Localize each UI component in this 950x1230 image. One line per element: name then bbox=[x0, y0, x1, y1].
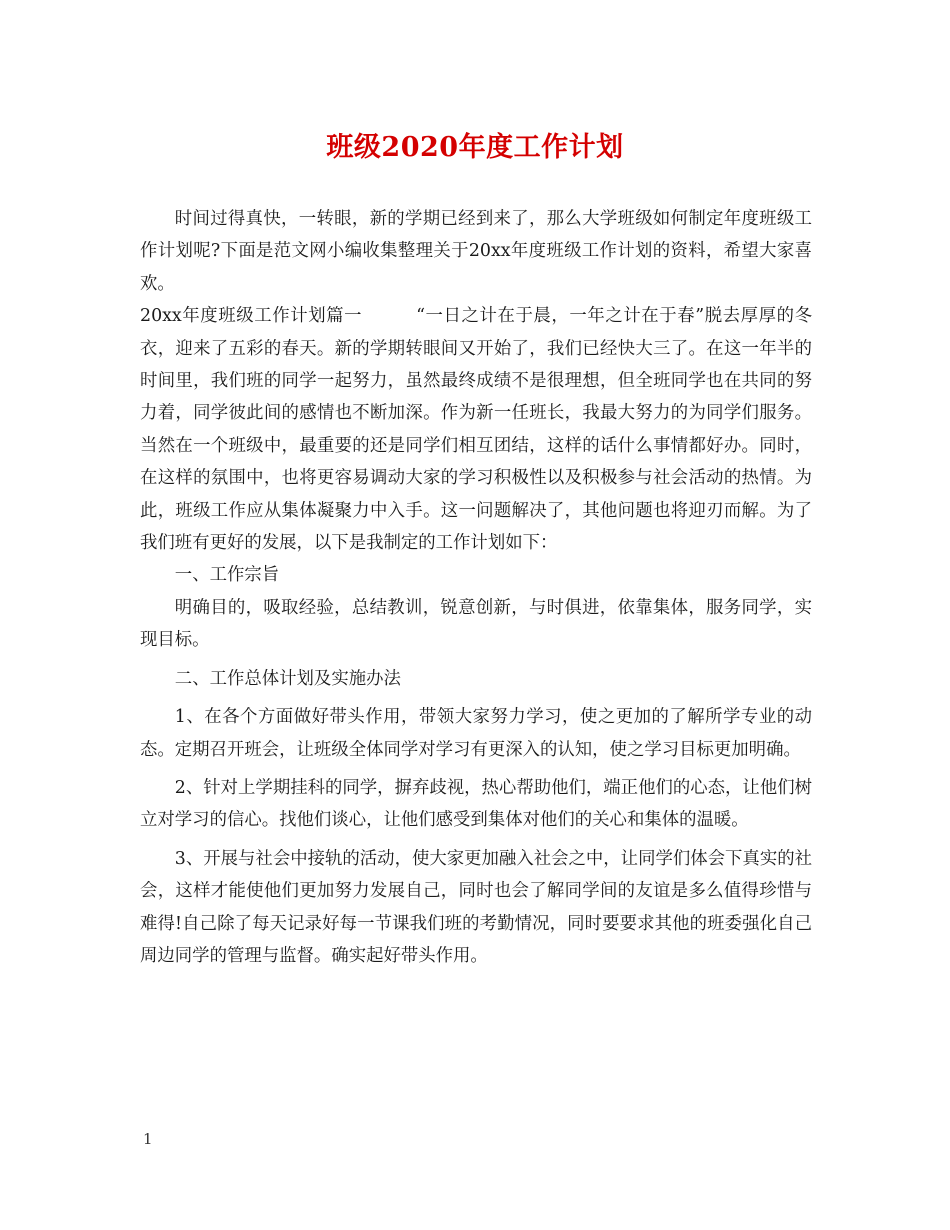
document-title: 班级2020年度工作计划 bbox=[326, 132, 624, 163]
document-body bbox=[140, 203, 812, 972]
section-heading-purpose: 一、工作宗旨 bbox=[174, 565, 280, 586]
plan-item-1: 1、在各个方面做好带头作用，带领大家努力学习，使之更加的了解所学专业的动态。定期召开班会，让班级全体同学对学习有更深入的认知，使之学习目标更加明确。 bbox=[140, 707, 812, 760]
intro-paragraph: 时间过得真快，一转眼，新的学期已经到来了，那么大学班级如何制定年度班级工作计划呢?下面是范文网小编收集整理关于20xx年度班级工作计划的资料，希望大家喜欢。 bbox=[140, 209, 812, 294]
plan-item-2: 2、针对上学期挂科的同学，摒弃歧视，热心帮助他们，端正他们的心态，让他们树立对学习的信心。找他们谈心，让他们感受到集体对他们的关心和集体的温暖。 bbox=[140, 777, 812, 831]
plan-item-3: 3、开展与社会中接轨的活动，使大家更加融入社会之中，让同学们体会下真实的社会，这样才能使他们更加努力发展自己，同时也会了解同学间的友谊是多么值得珍惜与难得!自己除了每天记录好每一节课我们班的考勤情况，同时要要求其他的班委强化自己周边同学的管理与监督。确实起好带头作用。 bbox=[140, 848, 812, 966]
page-number: 1 bbox=[143, 1130, 153, 1148]
purpose-paragraph: 明确目的，吸取经验，总结教训，锐意创新，与时俱进，依靠集体，服务同学，实现目标。 bbox=[140, 597, 812, 651]
section-heading-plan: 二、工作总体计划及实施办法 bbox=[174, 668, 401, 689]
plan-intro-paragraph: 20xx年度班级工作计划篇一 “一日之计在于晨，一年之计在于春”脱去厚厚的冬衣，迎来了五彩的春天。新的学期转眼间又开始了，我们已经快大三了。在这一年半的时间里，我们班的同学一起努力，虽然最终成绩不是很理想，但全班同学也在共同的努力着，同学彼此间的感情也不断加深。作为新一任班长，我最大努力的为同学们服务。当然在一个班级中，最重要的还是同学们相互团结，这样的话什么事情都好办。同时，在这样的氛围中，也将更容易调动大家的学习积极性以及积极参与社会活动的热情。为此，班级工作应从集体凝聚力中入手。这一问题解决了，其他问题也将迎刃而解。为了我们班有更好的发展，以下是我制定的工作计划如下： bbox=[140, 306, 812, 554]
